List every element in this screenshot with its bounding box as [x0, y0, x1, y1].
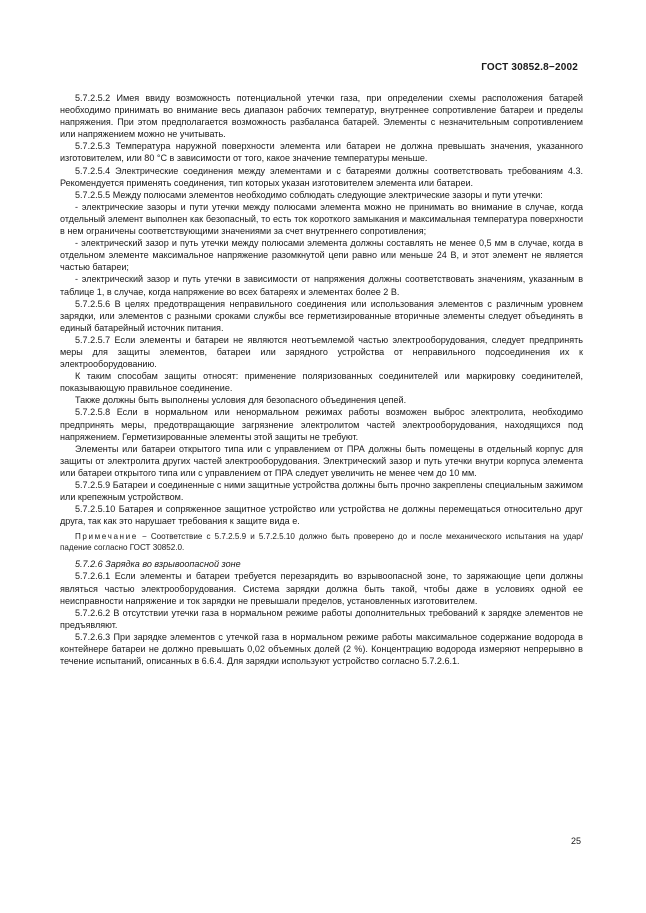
- paragraph: К таким способам защиты относят: применение поляризованных соединителей или маркировку соединителей, показывающую правильное соединение.: [60, 371, 583, 394]
- paragraph: Также должны быть выполнены условия для безопасного объединения цепей.: [75, 395, 407, 406]
- document-body: [60, 92, 583, 667]
- paragraph: 5.7.2.5.10 Батарея и сопряженное защитное устройство или устройства не должны перемещаться относительно друг друга, так как это нарушает требования к защите вида е.: [60, 504, 583, 527]
- paragraph: 5.7.2.5.3 Температура наружной поверхности элемента или батареи не должна превышать значения, указанного изготовителем, или 80 °С в зависимости от того, какое значение температуры меньше.: [60, 141, 583, 164]
- note: [60, 531, 583, 553]
- paragraph: 5.7.2.6.1 Если элементы и батареи требуется перезарядить во взрывоопасной зоне, то заряжающие цепи должны являться частью электрооборудования. Система зарядки должна быть такой, чтобы даже в условиях одной ее неисправности напряжение и ток зарядки не превышали пределов, установленных изготовителем.: [60, 571, 583, 606]
- paragraph: 5.7.2.5.9 Батареи и соединенные с ними защитные устройства должны быть прочно закреплены специальным зажимом или крепежным устройством.: [60, 480, 583, 503]
- paragraph: 5.7.2.6.2 В отсутствии утечки газа в нормальном режиме работы дополнительных требований к зарядке элементов не предъявляют.: [60, 607, 583, 630]
- subsection-title: 5.7.2.6 Зарядка во взрывоопасной зоне: [75, 559, 241, 570]
- note-text: − Соответствие с 5.7.2.5.9 и 5.7.2.5.10 должно быть проверено до и после механического испытания на удар/падение согласно ГОСТ 30852.0.: [60, 532, 583, 553]
- document-number: ГОСТ 30852.8−2002: [481, 62, 578, 73]
- page-number: 25: [570, 836, 581, 846]
- list-item: - электрические зазоры и пути утечки между полюсами элемента можно не принимать во внимание в случае, когда отдельный элемент выполнен как безопасный, то есть ток короткого замыкания и максимальная температура поверхности в нем ограничены соответствующими значениями за счет внутреннего сопротивления;: [60, 201, 583, 237]
- list-item: - электрический зазор и путь утечки между полюсами элемента должны составлять не менее 0,5 мм в случае, когда в отдельном элементе максимальное напряжение разомкнутой цепи равно или меньше 24 В, и этот элемент не является частью батареи;: [60, 238, 583, 273]
- note-label: Примечание: [75, 532, 138, 542]
- paragraph: 5.7.2.5.7 Если элементы и батареи не являются неотъемлемой частью электрооборудования, следует предпринять меры для защиты элементов, батареи или зарядного устройства от неправильного подсоединения их к электрооборудованию.: [60, 334, 583, 370]
- paragraph: Элементы или батареи открытого типа или с управлением от ПРА должны быть помещены в отдельный корпус для защиты от электролита других частей электрооборудования. Электрический зазор и путь утечки внутри корпуса элемента или батареи открытого типа или с управлением от ПРА следует увеличить не менее чем до 10 мм.: [60, 443, 583, 478]
- list-item: - электрический зазор и путь утечки в зависимости от напряжения должны соответствовать значениям, указанным в таблице 1, в случае, когда напряжение во всех батареях и элементах более 2 В.: [60, 274, 583, 297]
- paragraph: 5.7.2.5.4 Электрические соединения между элементами и с батареями должны соответствовать требованиям 4.3. Рекомендуется применять соединения, тип которых указан изготовителем элемента или батареи.: [60, 165, 583, 188]
- paragraph: 5.7.2.5.5 Между полюсами элементов необходимо соблюдать следующие электрические зазоры и пути утечки:: [75, 189, 543, 200]
- paragraph: 5.7.2.5.8 Если в нормальном или ненормальном режимах работы возможен выброс электролита, необходимо предпринять меры, предотвращающие загрязнение электролитом частей электрооборудования, находящихся под напряжением. Герметизированные элементы этой защиты не требуют.: [60, 407, 583, 442]
- paragraph: 5.7.2.5.6 В целях предотвращения неправильного соединения или использования элементов с различным уровнем зарядки, или элементов с разными сроками службы все герметизированные вторичные элементы следует объединять в единый батарейный источник питания.: [60, 298, 583, 333]
- paragraph: 5.7.2.6.3 При зарядке элементов с утечкой газа в нормальном режиме работы максимальное содержание водорода в контейнере батареи не должно превышать 0,02 объемных долей (2 %). Концентрацию водорода измеряют непрерывно в течение испытаний, описанных в 6.6.4. Для зарядки используют устройство согласно 5.7.2.6.1.: [60, 631, 583, 667]
- paragraph: 5.7.2.5.2 Имея ввиду возможность потенциальной утечки газа, при определении схемы расположения батарей необходимо принимать во внимание весь диапазон рабочих температур, внутреннее сопротивление батареи и пределы напряжения. При этом предполагается возможность разбаланса батарей. Элементы с незначительным сопротивлением или напряжением можно не учитывать.: [60, 93, 583, 140]
